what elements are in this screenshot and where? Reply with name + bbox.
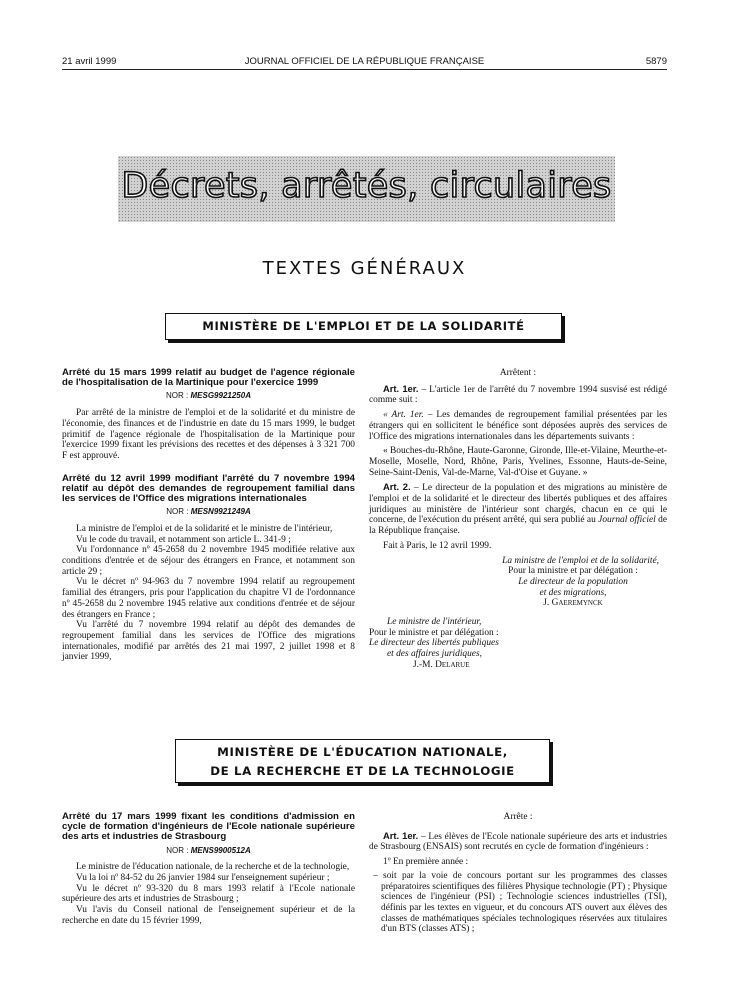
- article-label: Art. 2.: [383, 481, 411, 493]
- signature-block-interieur: [369, 617, 539, 671]
- section-title: TEXTES GÉNÉRAUX: [262, 258, 467, 279]
- article-1: Art. 1er. – Les élèves de l'Ecole nationale supérieure des arts et industries de Strasbourg (ENSAIS) sont recrutés en cycle de formation d'ingénieurs :: [369, 829, 667, 853]
- paragraph: Vu l'ordonnance nº 45-2658 du 2 novembre 1945 modifiée relative aux conditions d'entrée et de séjour des étrangers en France, et notamment son article 29 ;: [62, 545, 355, 577]
- paragraph: La ministre de l'emploi et de la solidarité et le ministre de l'intérieur,: [76, 523, 333, 534]
- paragraph: Vu le code du travail, et notamment son article L. 341-9 ;: [76, 534, 291, 545]
- arrete-heading: Arrête :: [503, 812, 533, 822]
- nor-code: MESG9921250A: [190, 391, 251, 401]
- list-item: 1º En première année :: [383, 857, 469, 868]
- nor-line: NOR : MENS9900512A: [166, 845, 251, 855]
- signatory-name: J. Gaeremynck: [543, 598, 603, 609]
- arrete-title-budget: Arrêté du 15 mars 1999 relatif au budget de l'agence régionale de l'hospitalisation de la Martinique pour l'exercice 1999: [62, 367, 355, 389]
- nor-line: NOR : MESN9921249A: [166, 507, 251, 517]
- left-column-lower: [62, 812, 355, 927]
- banner-title: Décrets, arrêtés, circulaires: [121, 166, 612, 206]
- article-1: Art. 1er. – L'article 1er de l'arrêté du 7 novembre 1994 susvisé est rédigé comme suit :: [369, 382, 667, 406]
- paragraph: Le ministre de l'éducation nationale, de la recherche et de la technologie,: [76, 862, 350, 873]
- nor-line: NOR : MESG9921250A: [166, 391, 251, 401]
- department-list: « Bouches-du-Rhône, Haute-Garonne, Gironde, Ille-et-Vilaine, Meurthe-et-Moselle, Moselle, Nord, Rhône, Paris, Yvelines, Essonne, Hauts-de-Seine, Seine-Saint-Denis, Val-de-Marne, Val-d'Oise et Guyane. »: [369, 446, 667, 478]
- nor-code: MESN9921249A: [190, 507, 251, 517]
- header-journal: JOURNAL OFFICIEL DE LA RÉPUBLIQUE FRANÇAISE: [244, 56, 485, 67]
- paragraph: Vu l'avis du Conseil national de l'enseignement supérieur et de la recherche en date du 15 février 1999,: [62, 905, 355, 926]
- arrete-title-regroupement: Arrêté du 12 avril 1999 modifiant l'arrêté du 7 novembre 1994 relatif au dépôt des demandes de regroupement familial dans les services de l'Office des migrations internationales: [62, 472, 355, 505]
- signature-block-emploi: [369, 556, 667, 610]
- article-label: Art. 1er.: [383, 382, 419, 394]
- paragraph: Vu le décret nº 93-320 du 8 mars 1993 relatif à l'Ecole nationale supérieure des arts et industries de Strasbourg ;: [62, 883, 355, 905]
- nor-code: MENS9900512A: [190, 845, 251, 855]
- signatory-title: Le directeur de la population: [518, 576, 628, 587]
- header-rule: [62, 69, 667, 70]
- paragraph: Vu la loi nº 84-52 du 26 janvier 1984 sur l'enseignement supérieur ;: [76, 873, 330, 884]
- signatory-delegation: Pour le ministre et par délégation :: [369, 627, 499, 638]
- ministry-name-line2: DE LA RECHERCHE ET DE LA TECHNOLOGIE: [210, 764, 515, 778]
- signatory-delegation: Pour la ministre et par délégation :: [508, 566, 638, 577]
- signatory-title: et des migrations,: [539, 587, 607, 598]
- signatory-role: Le ministre de l'intérieur,: [387, 617, 482, 628]
- signatory-title: Le directeur des libertés publiques: [369, 638, 499, 649]
- right-column-upper: [369, 368, 667, 671]
- fait-a-paris: Fait à Paris, le 12 avril 1999.: [383, 540, 492, 551]
- ministry-name-line1: MINISTÈRE DE L'ÉDUCATION NATIONALE,: [217, 745, 508, 759]
- signatory-role: La ministre de l'emploi et de la solidarité,: [502, 555, 659, 566]
- ministry-box-emploi: [165, 313, 562, 340]
- arrete-title-ensais: Arrêté du 17 mars 1999 fixant les conditions d'admission en cycle de formation d'ingénieurs de l'Ecole nationale supérieure des arts et industries de Strasbourg: [62, 811, 355, 843]
- article-quote: « Art. 1er. – Les demandes de regroupement familial présentées par les étrangers qui en sollicitent le bénéfice sont déposées auprès des services de l'Office des migrations internationales dans les départements suivants :: [369, 410, 667, 442]
- list-item: – soit par la voie de concours portant sur les programmes des classes préparatoires scientifiques des filières Physique technologie (PT) ; Physique sciences de l'ingénieur (PSI) ; Technologie sciences industrielles (TSI), définis par les textes en vigueur, et du concours ATS ouvert aux élèves des classes de mathématiques spéciales technologiques réservées aux titulaires d'un BTS (classes ATS) ;: [373, 870, 667, 935]
- article-label: Art. 1er.: [383, 829, 419, 841]
- signatory-name: J.-M. Delarue: [413, 659, 470, 670]
- left-column-upper: [62, 368, 355, 663]
- paragraph: Vu l'arrêté du 7 novembre 1994 relatif au dépôt des demandes de regroupement familial dans les services de l'Office des migrations internationales, modifié par arrêtés des 21 mai 1997, 2 juillet 1998 et 8 janvier 1999,: [62, 620, 355, 663]
- arretent-heading: Arrêtent :: [499, 368, 537, 378]
- ministry-name: MINISTÈRE DE L'EMPLOI ET DE LA SOLIDARITÉ: [202, 319, 525, 333]
- header-date: 21 avril 1999: [62, 56, 117, 67]
- right-column-lower: [369, 812, 667, 935]
- ministry-box-education: [175, 739, 550, 783]
- signatory-title: et des affaires juridiques,: [387, 649, 482, 660]
- article-2: Art. 2. – Le directeur de la population et des migrations au ministère de l'emploi et de la solidarité et le directeur des libertés publiques et des affaires juridiques au ministère de l'intérieur sont chargés, chacun en ce qui le concerne, de l'exécution du présent arrêté, qui sera publié au Journal officiel de la République française.: [369, 481, 668, 537]
- paragraph: Par arrêté de la ministre de l'emploi et de la solidarité et du ministre de l'économie, des finances et de l'industrie en date du 15 mars 1999, le budget primitif de l'agence régionale de l'hospitalisation de la Martinique pour l'exercice 1999 fixant les prévisions des recettes et des dépenses à 3 321 700 F est approuvé.: [62, 408, 355, 461]
- header-page-number: 5879: [645, 56, 667, 67]
- paragraph: Vu le décret nº 94-963 du 7 novembre 1994 relatif au regroupement familial des étrangers, pris pour l'application du chapitre VI de l'ordonnance nº 45-2658 du 2 novembre 1945 relative aux conditions d'entrée et de séjour des étrangers en France ;: [62, 577, 355, 620]
